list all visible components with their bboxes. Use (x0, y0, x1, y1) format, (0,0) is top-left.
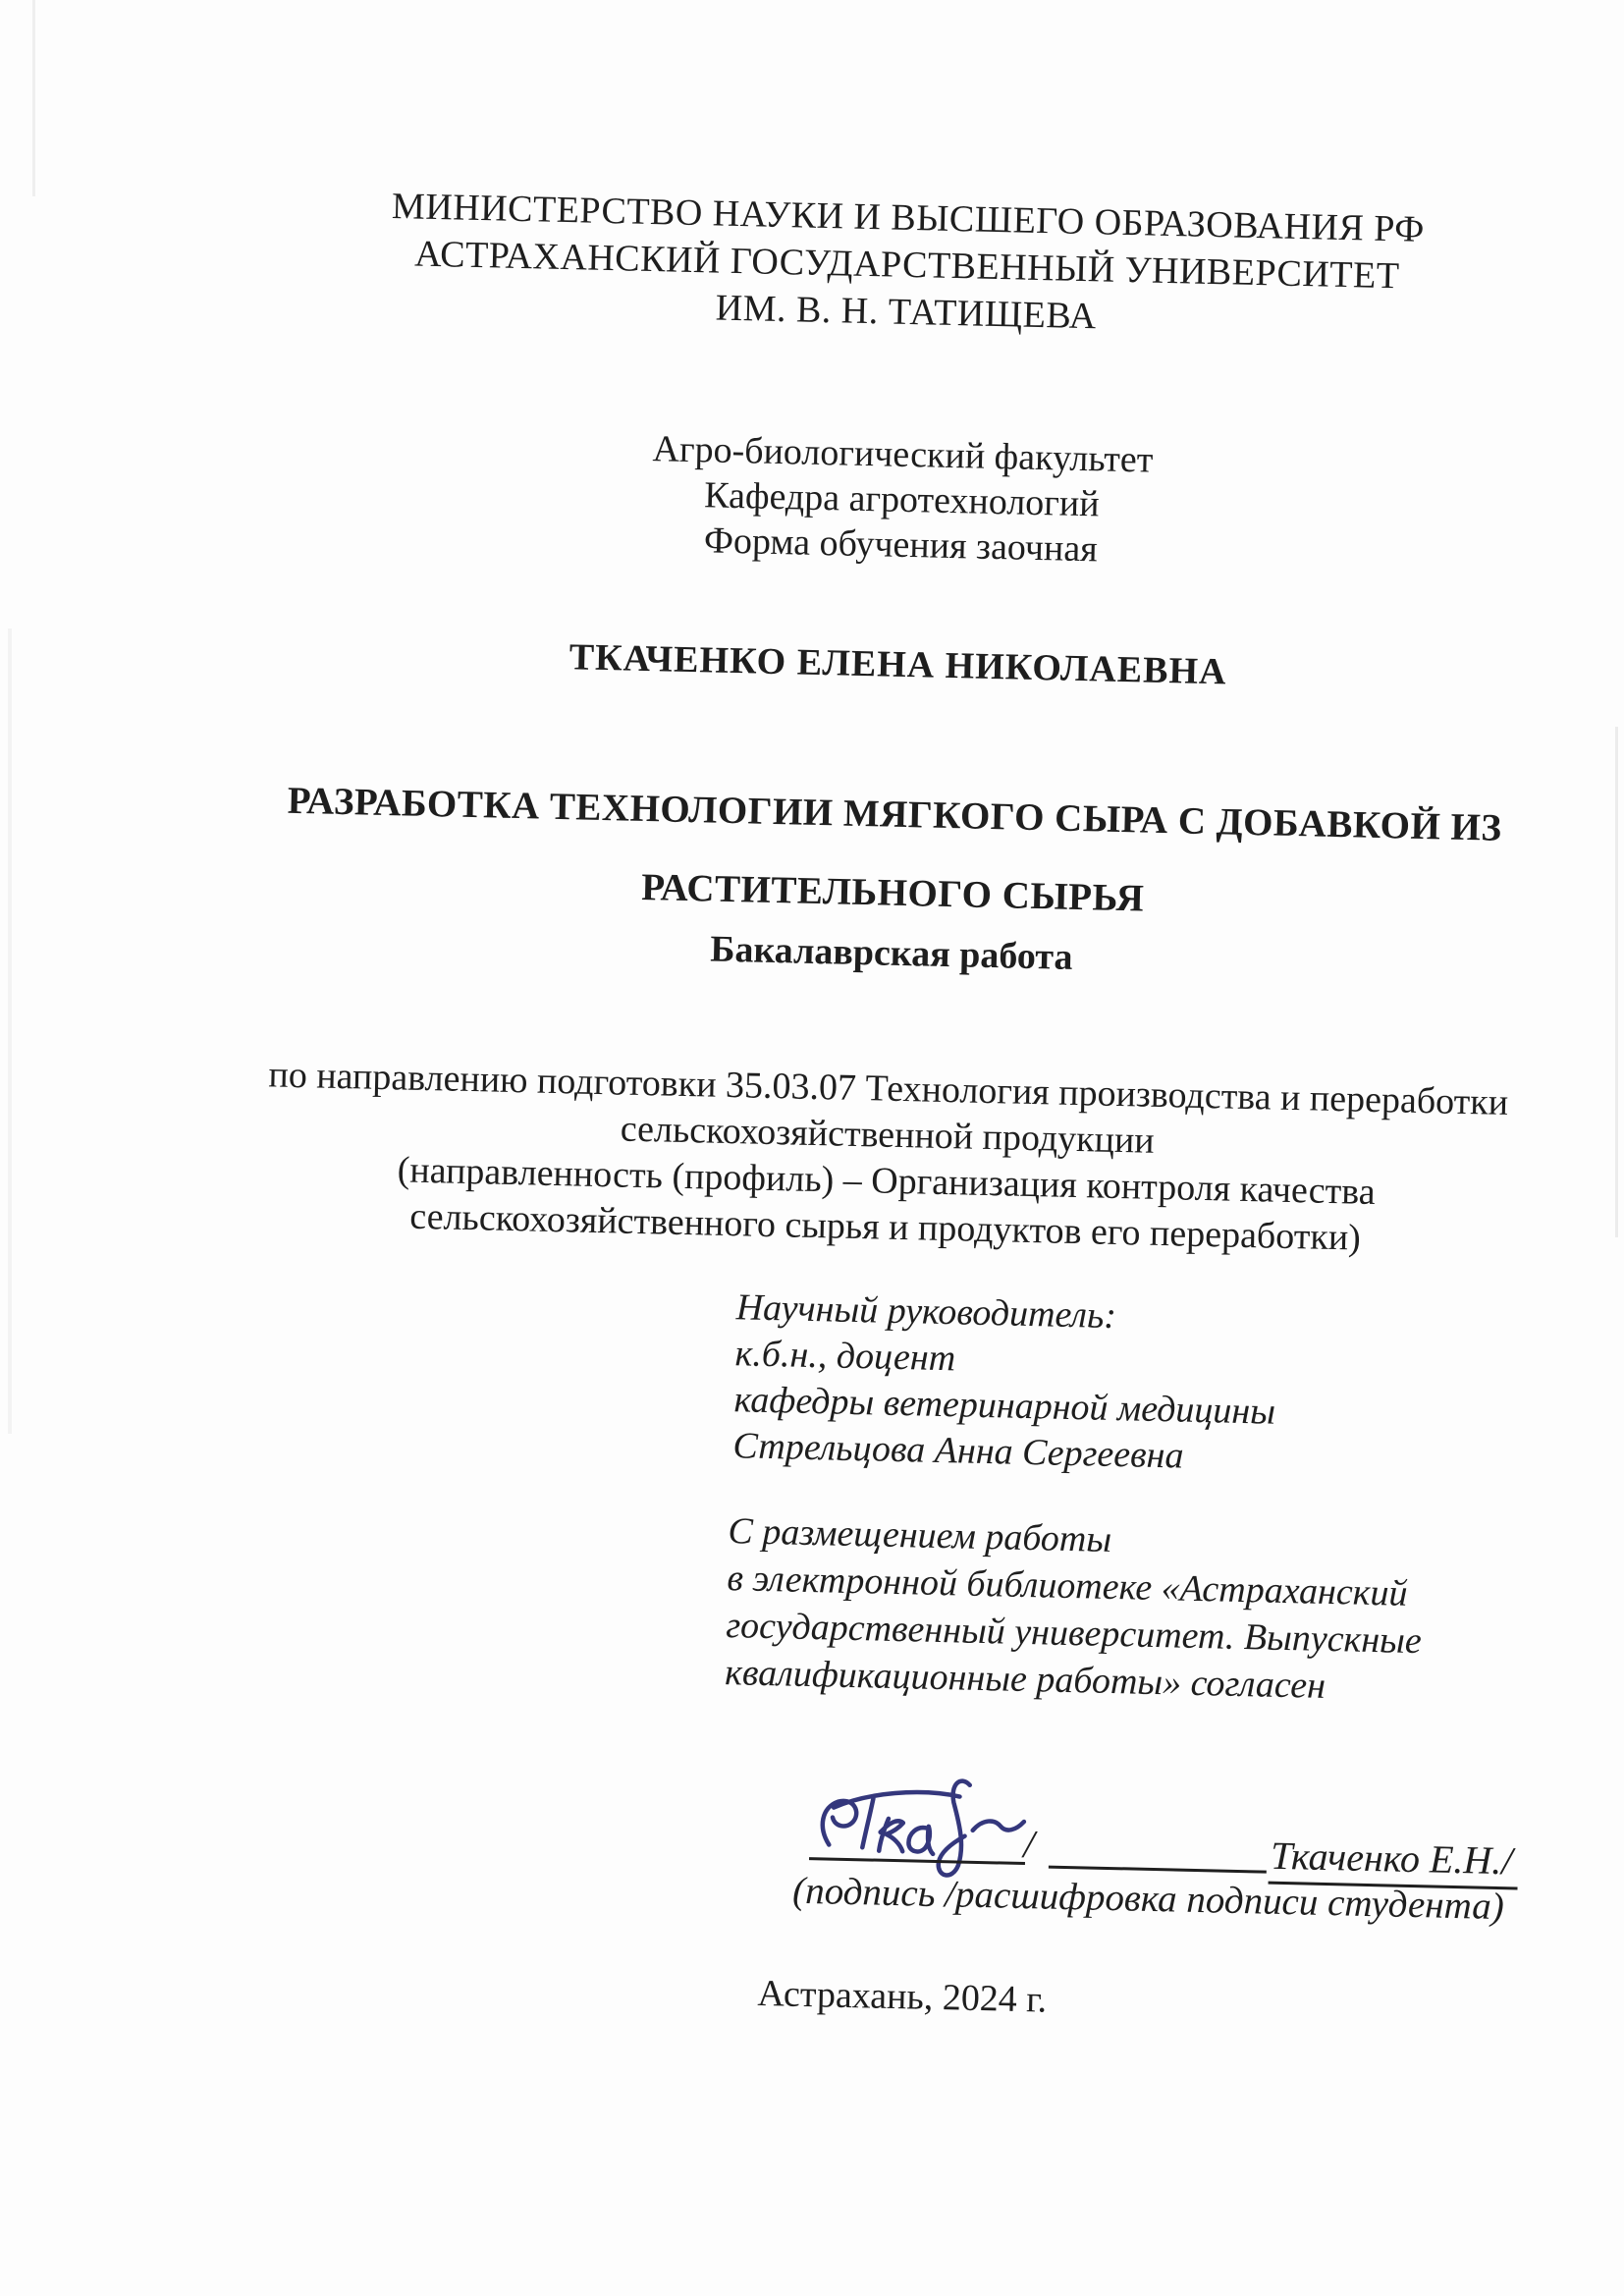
signature-name: Ткаченко Е.Н./ (1269, 1835, 1519, 1890)
signature-line-2 (1049, 1866, 1267, 1874)
supervisor-heading: Научный руководитель: (735, 1286, 1117, 1338)
work-type-subtitle: Бакалаврская работа (709, 928, 1074, 978)
consent-block (725, 1507, 1494, 1714)
place-year-line: Астрахань, 2024 г. (757, 1972, 1048, 2021)
supervisor-block (732, 1285, 1483, 1486)
signature-caption: (подпись /расшифровка подписи студента) (791, 1869, 1505, 1929)
consent-line: С размещением работы (728, 1510, 1112, 1560)
thesis-title-line-2: РАСТИТЕЛЬНОГО СЫРЬЯ (640, 865, 1145, 920)
consent-line: государственный университет. Выпускные (725, 1605, 1423, 1663)
program-line: по направлению подготовки 35.03.07 Технология производства и переработки (268, 1054, 1509, 1124)
department-line: Кафедра агротехнологий (703, 474, 1101, 525)
ministry-line: МИНИСТЕРСТВО НАУКИ И ВЫСШЕГО ОБРАЗОВАНИЯ РФ (391, 185, 1426, 250)
university-name-line: ИМ. В. Н. ТАТИЩЕВА (715, 287, 1098, 338)
consent-line: квалификационные работы» согласен (724, 1652, 1326, 1707)
program-profile-line: (направленность (профиль) – Организация контроля качества (397, 1149, 1377, 1213)
supervisor-degree-line: к.б.н., доцент (734, 1333, 956, 1380)
university-line: АСТРАХАНСКИЙ ГОСУДАРСТВЕННЫЙ УНИВЕРСИТЕТ (413, 233, 1400, 298)
supervisor-department-line: кафедры ветеринарной медицины (733, 1379, 1276, 1433)
thesis-title-line-1: РАЗРАБОТКА ТЕХНОЛОГИИ МЯГКОГО СЫРА С ДОБАВКОЙ ИЗ (287, 779, 1502, 849)
faculty-block (247, 417, 1556, 582)
program-profile-line: сельскохозяйственного сырья и продуктов его переработки) (408, 1195, 1362, 1259)
study-form-line: Форма обучения заочная (703, 519, 1099, 571)
program-line: сельскохозяйственной продукции (620, 1108, 1156, 1162)
faculty-line: Агро-биологический факультет (652, 428, 1154, 481)
consent-line: в электронной библиотеке «Астраханский (726, 1558, 1409, 1614)
supervisor-name-line: Стрельцова Анна Сергеевна (732, 1425, 1185, 1477)
program-block (153, 1050, 1620, 1268)
ministry-header (252, 180, 1561, 351)
signature-slash: / (1022, 1822, 1036, 1867)
author-name: ТКАЧЕНКО ЕЛЕНА НИКОЛАЕВНА (568, 636, 1227, 693)
